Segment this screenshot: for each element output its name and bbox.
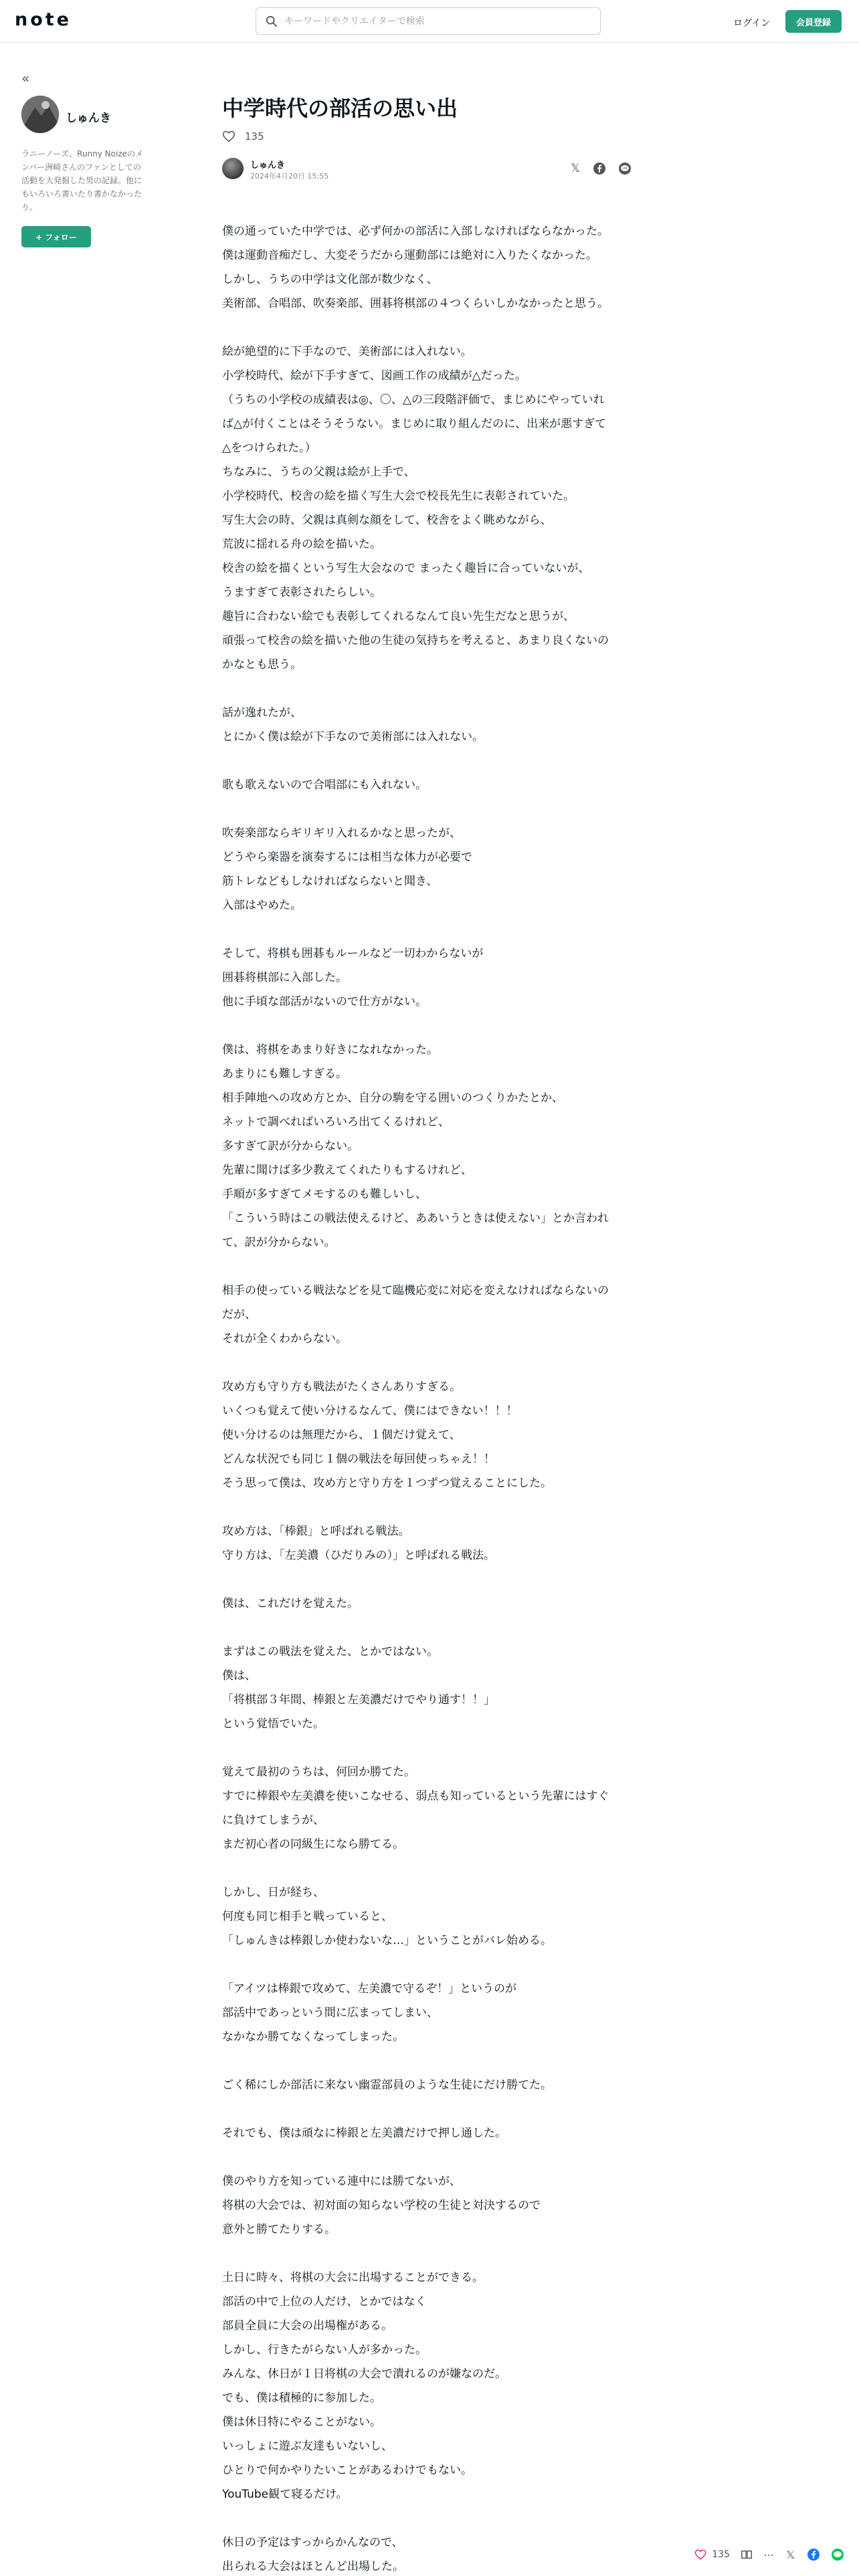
paragraph-break xyxy=(222,1255,637,1279)
body-line: 囲碁将棋部に入部した。 xyxy=(222,971,347,984)
body-line: △をつけられた。） xyxy=(222,441,316,455)
body-line: 部活中であっという間に広まってしまい、 xyxy=(222,2006,438,2020)
body-line: YouTube観て寝るだけ。 xyxy=(222,2488,348,2501)
body-line: それが全くわからない。 xyxy=(222,1332,347,1346)
body-line: 僕は運動音痴だし、大変そうだから運動部には絶対に入りたくなかった。 xyxy=(222,249,597,262)
body-line: 何度も同じ相手と戦っていると、 xyxy=(222,1910,393,1923)
login-link[interactable]: ログイン xyxy=(733,18,771,29)
body-line: 先輩に聞けば多少教えてくれたりもするけれど、 xyxy=(222,1164,472,1177)
body-line: 攻め方は、「棒銀」と呼ばれる戦法。 xyxy=(222,1525,410,1538)
body-line: だが、 xyxy=(222,1308,256,1321)
body-line: 意外と勝てたりする。 xyxy=(222,2223,336,2236)
paragraph-break xyxy=(222,2097,637,2121)
heart-icon[interactable] xyxy=(222,130,235,143)
body-line: 小学校時代、絵が下手すぎて、図画工作の成績が△だった。 xyxy=(222,369,527,383)
author-name[interactable]: しゅんき xyxy=(66,112,111,125)
body-line: ば△が付くことはそうそうない。まじめに取り組んだのに、出来が悪すぎて xyxy=(222,417,607,431)
magazine-add-icon[interactable] xyxy=(741,2548,753,2561)
body-line: 僕の通っていた中学では、必ず何かの部活に入部しなければならなかった。 xyxy=(222,225,609,238)
paragraph-break xyxy=(222,918,637,942)
body-line: 入部はやめた。 xyxy=(222,899,302,912)
paragraph-break xyxy=(222,1856,637,1881)
paragraph-break xyxy=(222,797,637,821)
follow-button[interactable]: + フォロー xyxy=(21,226,91,247)
paragraph-break xyxy=(222,1616,637,1640)
body-line: 「しゅんきは棒銀しか使わないな…」ということがバレ始める。 xyxy=(222,1934,552,1947)
body-line: ちなみに、うちの父親は絵が上手で、 xyxy=(222,465,415,479)
body-line: 僕は、将棋をあまり好きになれなかった。 xyxy=(222,1043,438,1057)
paragraph-break xyxy=(222,2049,637,2073)
body-line: ひとりで何かやりたいことがあるわけでもない。 xyxy=(222,2464,472,2477)
paragraph-break xyxy=(222,1495,637,1519)
body-line: とにかく僕は絵が下手なので美術部には入れない。 xyxy=(222,730,484,744)
line-share-icon[interactable] xyxy=(618,162,632,175)
body-line: 僕のやり方を知っている連中には勝てないが、 xyxy=(222,2175,461,2188)
x-share-icon[interactable]: 𝕏 xyxy=(571,162,580,175)
article-title: 中学時代の部活の思い出 xyxy=(222,96,458,121)
body-line: 僕は、 xyxy=(222,1669,256,1683)
byline-author[interactable]: しゅんき xyxy=(250,160,286,171)
body-line: 手順が多すぎてメモするのも難しいし、 xyxy=(222,1188,427,1201)
note-logo[interactable]: note xyxy=(15,9,72,30)
body-line: かなとも思う。 xyxy=(222,658,302,671)
body-line: 休日の予定はすっからかんなので、 xyxy=(222,2536,403,2549)
author-bio: ラニーノーズ、Runny Noizeのメンバー洲崎さんのファンとしての活動を大発掘した男の記録。他にもいろいろ書いたり書かなかったり。 xyxy=(21,149,144,212)
body-line: 「アイツは棒銀で攻めて、左美濃で守るぞ！」というのが xyxy=(222,1982,517,1996)
paragraph-break xyxy=(222,1014,637,1038)
bottom-line-share-icon[interactable] xyxy=(831,2548,844,2561)
body-line: どんな状況でも同じ１個の戦法を毎回使っちゃえ！！ xyxy=(222,1453,495,1466)
facebook-share-icon[interactable] xyxy=(593,162,606,175)
body-line: そして、将棋も囲碁もルールなど一切わからないが xyxy=(222,947,484,960)
paragraph-break xyxy=(222,1568,637,1592)
body-line: それでも、僕は頑なに棒銀と左美濃だけで押し通した。 xyxy=(222,2127,506,2140)
body-line: なかなか勝てなくなってしまった。 xyxy=(222,2030,404,2044)
body-line: 「こういう時はこの戦法使えるけど、ああいうときは使えない」とか言われ xyxy=(222,1212,609,1225)
bottom-action-bar xyxy=(694,2541,855,2568)
body-line: 話が逸れたが、 xyxy=(222,706,302,720)
signup-button[interactable]: 会員登録 xyxy=(785,10,842,33)
body-line: 趣旨に合わない絵でも表彰してくれるなんて良い先生だなと思うが、 xyxy=(222,610,575,623)
avatar-image xyxy=(21,96,59,133)
body-line: 吹奏楽部ならギリギリ入れるかなと思ったが、 xyxy=(222,827,461,840)
collapse-sidebar-icon[interactable]: « xyxy=(21,70,30,86)
more-options-icon[interactable]: ⋯ xyxy=(763,2548,775,2561)
body-line: 写生大会の時、父親は真剣な顔をして、校舎をよく眺めながら、 xyxy=(222,514,552,527)
article-body xyxy=(222,219,637,2576)
paragraph-break xyxy=(222,2506,637,2531)
body-line: 頑張って校舎の絵を描いた他の生徒の気持ちを考えると、あまり良くないの xyxy=(222,634,609,647)
body-line: 他に手頃な部活がないので仕方がない。 xyxy=(222,995,427,1008)
body-line: 歌も歌えないので合唱部にも入れない。 xyxy=(222,778,427,792)
body-line: 将棋の大会では、初対面の知らない学校の生徒と対決するので xyxy=(222,2199,541,2212)
like-count[interactable]: 135 xyxy=(245,130,264,142)
body-line: 攻め方も守り方も戦法がたくさんありすぎる。 xyxy=(222,1380,461,1394)
bottom-facebook-share-icon[interactable] xyxy=(807,2548,820,2561)
paragraph-break xyxy=(222,2242,637,2266)
body-line: どうやら楽器を演奏するには相当な体力が必要で xyxy=(222,851,472,864)
body-line: そう思って僕は、攻め方と守り方を１つずつ覚えることにした。 xyxy=(222,1477,552,1490)
body-line: 出られる大会はほとんど出場した。 xyxy=(222,2560,404,2573)
byline-avatar[interactable] xyxy=(222,158,244,179)
site-header xyxy=(0,0,859,43)
body-line: 校舎の絵を描くという写生大会なので まったく趣旨に合っていないが、 xyxy=(222,562,590,575)
body-line: 筋トレなどもしなければならないと聞き、 xyxy=(222,875,438,888)
body-line: 僕は、これだけを覚えた。 xyxy=(222,1597,359,1610)
body-line: みんな、休日が１日将棋の大会で潰れるのが嫌なのだ。 xyxy=(222,2367,506,2381)
body-line: しかし、行きたがらない人が多かった。 xyxy=(222,2343,427,2357)
author-avatar[interactable] xyxy=(21,96,59,133)
byline xyxy=(222,158,632,185)
body-line: という覚悟でいた。 xyxy=(222,1717,324,1731)
paragraph-break xyxy=(222,1953,637,1977)
paragraph-break xyxy=(222,749,637,773)
body-line: 小学校時代、校舎の絵を描く写生大会で校長先生に表彰されていた。 xyxy=(222,490,575,503)
svg-text:LINE: LINE xyxy=(622,167,628,170)
body-line: 絵が絶望的に下手なので、美術部には入れない。 xyxy=(222,345,472,358)
body-line: 部員全員に大会の出場権がある。 xyxy=(222,2319,393,2333)
body-line: 部活の中で上位の人だけ、とかではなく xyxy=(222,2295,427,2309)
paragraph-break xyxy=(222,1736,637,1760)
like-row xyxy=(222,130,264,143)
body-line: 使い分けるのは無理だから、１個だけ覚えて、 xyxy=(222,1428,461,1442)
paragraph-break xyxy=(222,2145,637,2169)
body-line: しかし、うちの中学は文化部が数少なく、 xyxy=(222,273,438,286)
search-input[interactable] xyxy=(284,16,579,27)
paragraph-break xyxy=(222,1351,637,1375)
body-line: うますぎて表彰されたらしい。 xyxy=(222,586,381,599)
body-line: まだ初心者の同級生になら勝てる。 xyxy=(222,1838,404,1851)
search-box[interactable] xyxy=(256,7,601,35)
bottom-x-share-icon[interactable]: 𝕏 xyxy=(786,2548,795,2561)
body-line: 守り方は、「左美濃（ひだりみの）」と呼ばれる戦法。 xyxy=(222,1549,495,1562)
body-line: （うちの小学校の成績表は◎、〇、△の三段階評価で、まじめにやっていれ xyxy=(222,393,605,407)
paragraph-break xyxy=(222,677,637,701)
body-line: あまりにも難しすぎる。 xyxy=(222,1067,347,1081)
bottom-like-count[interactable]: 135 xyxy=(712,2549,730,2560)
body-line: 土日に時々、将棋の大会に出場することができる。 xyxy=(222,2271,484,2284)
bottom-heart-icon[interactable] xyxy=(694,2547,706,2562)
body-line: しかし、日が経ち、 xyxy=(222,1886,324,1899)
body-line: いっしょに遊ぶ友達もいないし、 xyxy=(222,2440,393,2453)
body-line: 僕は休日特にやることがない。 xyxy=(222,2416,381,2429)
body-line: でも、僕は積極的に参加した。 xyxy=(222,2391,381,2405)
body-line: ネットで調べればいろいろ出てくるけれど、 xyxy=(222,1115,450,1129)
body-line: すでに棒銀や左美濃を使いこなせる、弱点も知っているという先輩にはすぐ xyxy=(222,1790,609,1803)
publish-date: 2024年4月20日 15:55 xyxy=(250,172,329,181)
body-line: て、訳が分からない。 xyxy=(222,1236,336,1249)
body-line: いくつも覚えて使い分けるなんて、僕にはできない！！！ xyxy=(222,1404,518,1418)
body-line: 荒波に揺れる舟の絵を描いた。 xyxy=(222,538,381,551)
paragraph-break xyxy=(222,316,637,340)
body-line: まずはこの戦法を覚えた、とかではない。 xyxy=(222,1645,438,1658)
body-line: に負けてしまうが、 xyxy=(222,1814,324,1827)
body-line: 相手陣地への攻め方とか、自分の駒を守る囲いのつくりかたとか、 xyxy=(222,1091,563,1105)
body-line: 相手の使っている戦法などを見て臨機応変に対応を変えなければならないの xyxy=(222,1284,609,1297)
search-icon xyxy=(266,15,278,27)
body-line: 多すぎて訳が分からない。 xyxy=(222,1140,359,1153)
body-line: 覚えて最初のうちは、何回か勝てた。 xyxy=(222,1765,415,1779)
body-line: 美術部、合唱部、吹奏楽部、囲碁将棋部の４つくらいしかなかったと思う。 xyxy=(222,297,609,310)
body-line: 「将棋部３年間、棒銀と左美濃だけでやり通す！！」 xyxy=(222,1693,495,1707)
body-line: ごく稀にしか部活に来ない幽霊部員のような生徒にだけ勝てた。 xyxy=(222,2078,552,2092)
